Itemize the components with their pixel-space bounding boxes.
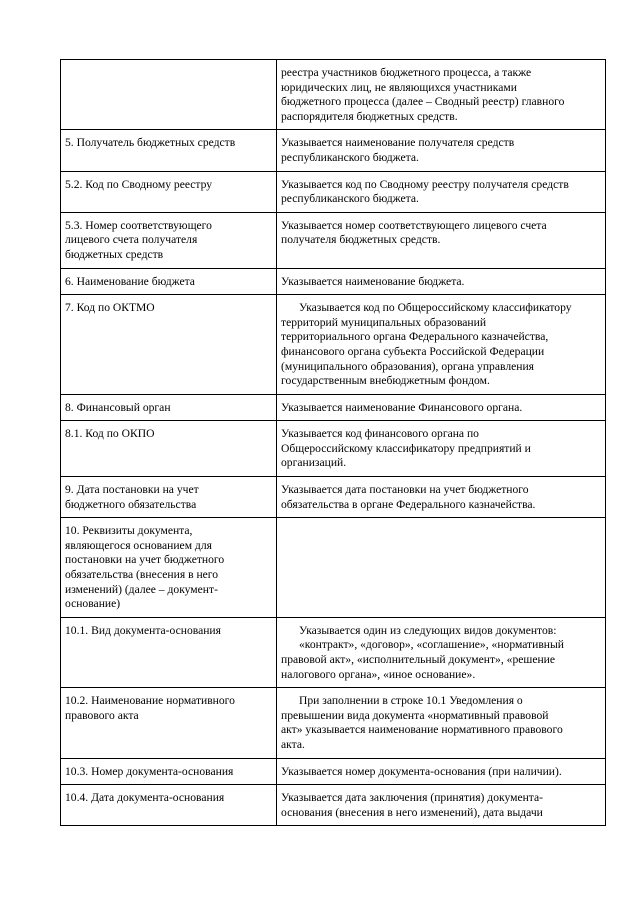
field-name: 10.1. Вид документа-основания (65, 623, 221, 637)
description-line: обязательства в органе Федерального казначейства. (281, 497, 536, 511)
description-line: Указывается наименование получателя средств (281, 136, 515, 150)
field-name: 10.3. Номер документа-основания (65, 764, 234, 778)
field-name-line: лицевого счета получателя (65, 233, 198, 247)
table-row (61, 268, 606, 295)
description-cell (277, 785, 606, 826)
field-name-cell (61, 421, 277, 477)
description-line: акт» указывается наименование нормативного правового (281, 723, 563, 737)
field-name-line: правового акта (65, 708, 139, 722)
description-cell (277, 421, 606, 477)
field-name-cell (61, 394, 277, 421)
description-cell (277, 60, 606, 130)
field-name: 8.1. Код по ОКПО (65, 427, 155, 441)
description-line: организаций. (281, 456, 347, 470)
description-line: Указывается дата постановки на учет бюджетного (281, 483, 529, 497)
field-name-line: 10. Реквизиты документа, (65, 524, 193, 538)
description-line: распорядителя бюджетных средств. (281, 109, 458, 123)
table-row (61, 171, 606, 212)
field-name: 8. Финансовый орган (65, 400, 171, 414)
field-name-cell (61, 212, 277, 268)
description-cell (277, 171, 606, 212)
field-name: 5.2. Код по Сводному реестру (65, 177, 213, 191)
description-line: «контракт», «договор», «соглашение», «нормативный (299, 638, 564, 652)
table-row (61, 617, 606, 687)
description-cell (277, 518, 606, 618)
field-name-cell (61, 617, 277, 687)
field-name: 7. Код по ОКТМО (65, 301, 155, 315)
field-name-line: постановки на учет бюджетного (65, 553, 225, 567)
field-name-cell (61, 518, 277, 618)
description-cell (277, 617, 606, 687)
field-name-line: 5.3. Номер соответствующего (65, 218, 212, 232)
field-name-line: являющегося основанием для (65, 538, 212, 552)
field-name-cell (61, 758, 277, 785)
description-line: (муниципального образования), органа управления (281, 359, 534, 373)
field-name-cell (61, 785, 277, 826)
field-name-line: бюджетного обязательства (65, 497, 197, 511)
table-row (61, 421, 606, 477)
description-cell (277, 268, 606, 295)
field-name-cell (61, 60, 277, 130)
field-name-cell (61, 688, 277, 758)
table-row (61, 212, 606, 268)
description-cell (277, 212, 606, 268)
description-line: Указывается номер документа-основания (при наличии). (281, 764, 562, 778)
field-name-cell (61, 268, 277, 295)
description-line: реестра участников бюджетного процесса, а также (281, 66, 532, 79)
description-line: бюджетного процесса (далее – Сводный реестр) главного (281, 95, 565, 109)
table-row (61, 688, 606, 758)
description-line: превышении вида документа «нормативный правовой (281, 708, 549, 722)
field-name-line: основание) (65, 597, 121, 611)
description-line: Указывается наименование Финансового органа. (281, 400, 523, 414)
table-row (61, 394, 606, 421)
description-cell (277, 394, 606, 421)
description-line: юридических лиц, не являющихся участниками (281, 80, 517, 94)
description-line: акта. (281, 737, 305, 751)
table-row (61, 60, 606, 130)
description-line: территориального органа Федерального казначейства, (281, 330, 549, 344)
description-cell (277, 477, 606, 518)
description-line: Указывается наименование бюджета. (281, 274, 465, 288)
description-line: налогового органа», «иное основание». (281, 667, 476, 681)
description-line: правовой акт», «исполнительный документ», «решение (281, 653, 556, 666)
field-name: 10.4. Дата документа-основания (65, 791, 225, 805)
description-line: При заполнении в строке 10.1 Уведомления о (299, 694, 523, 708)
description-cell (277, 130, 606, 171)
description-line: государственным внебюджетным фондом. (281, 374, 490, 388)
description-line: Указывается код финансового органа по (281, 427, 479, 441)
table-row (61, 518, 606, 618)
field-name-line: 9. Дата постановки на учет (65, 483, 199, 497)
table-row (61, 758, 606, 785)
field-name-cell (61, 295, 277, 395)
description-line: Указывается один из следующих видов документов: (299, 623, 557, 637)
field-name: 5. Получатель бюджетных средств (65, 136, 236, 150)
field-name: 6. Наименование бюджета (65, 274, 195, 288)
description-cell (277, 758, 606, 785)
field-name-line: обязательства (внесения в него (65, 568, 219, 582)
field-name-cell (61, 477, 277, 518)
table-row (61, 785, 606, 826)
description-line: Указывается код по Общероссийскому классификатору (299, 301, 572, 315)
description-line: Указывается код по Сводному реестру получателя средств (281, 177, 569, 191)
field-name-line: 10.2. Наименование нормативного (65, 694, 235, 708)
description-line: Общероссийскому классификатору предприятий и (281, 441, 531, 455)
description-cell (277, 688, 606, 758)
table-row (61, 477, 606, 518)
description-line: республиканского бюджета. (281, 192, 419, 206)
description-line: финансового органа субъекта Российской Федерации (281, 344, 545, 358)
description-line: республиканского бюджета. (281, 150, 419, 164)
table-row (61, 295, 606, 395)
description-cell (277, 295, 606, 395)
description-line: Указывается номер соответствующего лицевого счета (281, 218, 547, 232)
field-name-line: изменений) (далее – документ- (65, 582, 218, 596)
table-row (61, 130, 606, 171)
description-line: получателя бюджетных средств. (281, 233, 441, 247)
description-line: территорий муниципальных образований (281, 315, 487, 329)
description-line: Указывается дата заключения (принятия) документа- (281, 791, 544, 805)
field-name-cell (61, 171, 277, 212)
field-name-line: бюджетных средств (65, 247, 164, 261)
description-line: основания (внесения в него изменений), дата выдачи (281, 805, 543, 819)
document-table (60, 59, 606, 826)
field-name-cell (61, 130, 277, 171)
